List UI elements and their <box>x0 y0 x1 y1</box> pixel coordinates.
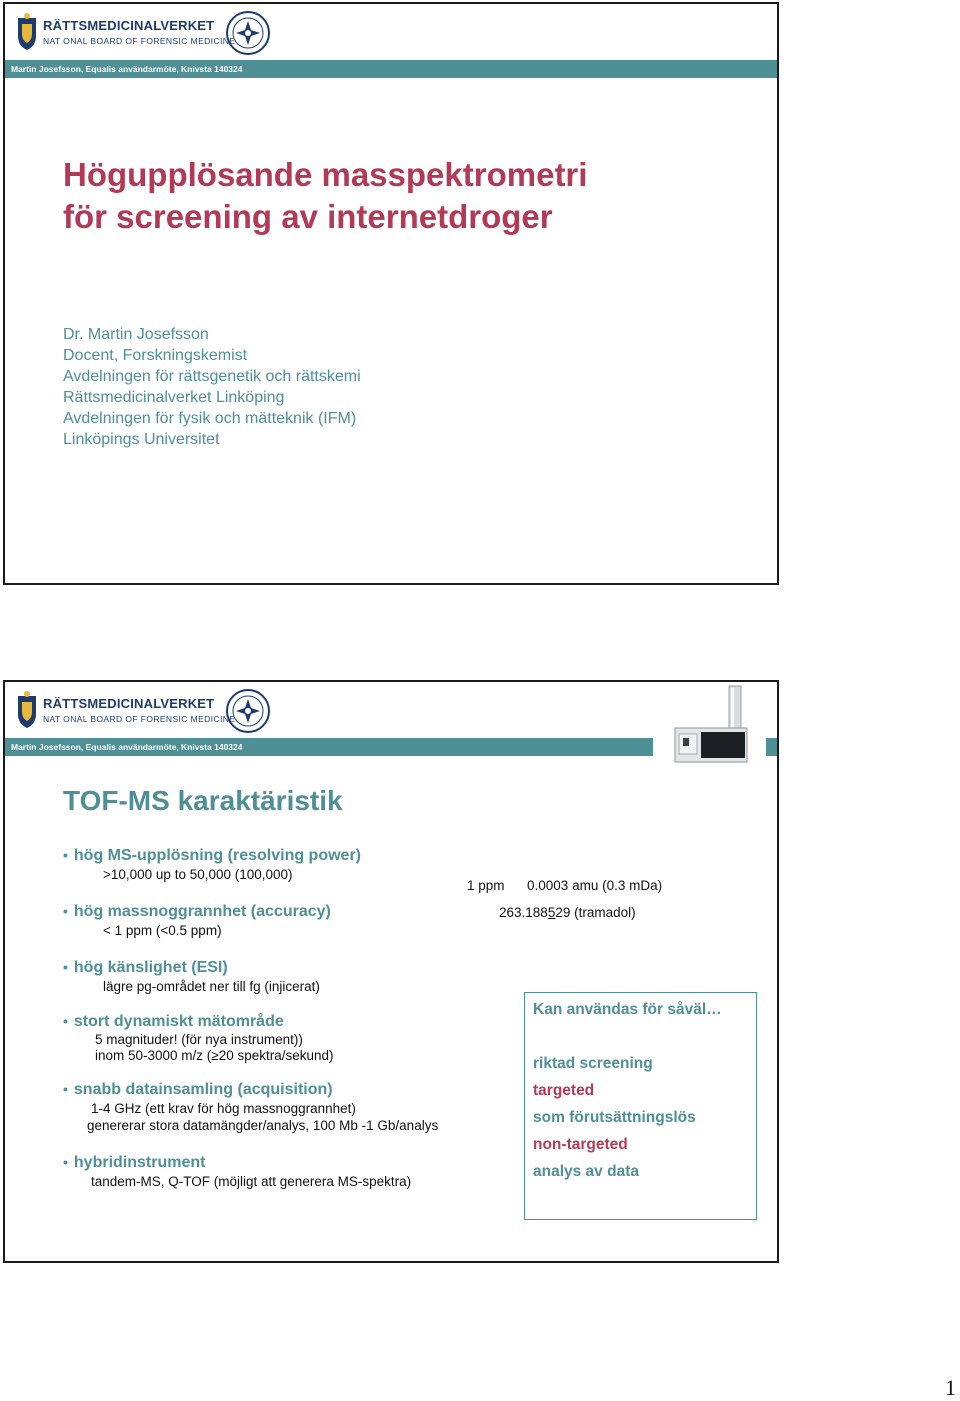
box-item: non-targeted <box>533 1136 628 1153</box>
org-subtitle: NAT ONAL BOARD OF FORENSIC MEDICINE <box>43 36 236 46</box>
page-number: 1 <box>945 1375 956 1400</box>
mass-spectrometer-image <box>671 684 751 766</box>
box-item: riktad screening <box>533 1055 653 1072</box>
slide-title <box>63 154 587 238</box>
mass-note <box>499 905 636 920</box>
org-name: RÄTTSMEDICINALVERKET <box>43 696 215 711</box>
usage-box <box>524 992 757 1220</box>
header-band-text: Martin Josefsson, Equalis användarmöte, Knivsta 140324 <box>11 64 243 74</box>
bullet-dynamic-range: • stort dynamiskt mätområde <box>63 1013 284 1031</box>
crest-icon <box>15 12 39 52</box>
author-line: Rättsmedicinalverket Linköping <box>63 389 285 406</box>
org-subtitle: NAT ONAL BOARD OF FORENSIC MEDICINE <box>43 714 236 724</box>
bullet-detail: 1-4 GHz (ett krav för hög massnoggrannhet) <box>91 1101 356 1116</box>
mass-note-suffix: 29 (tramadol) <box>555 905 636 920</box>
bullet-detail: genererar stora datamängder/analys, 100 Mb -1 Gb/analys <box>87 1118 439 1133</box>
mass-note-prefix: 263.188 <box>499 905 548 920</box>
logo-header <box>13 10 273 62</box>
author-line: Avdelningen för rättsgenetik och rättskemi <box>63 368 361 385</box>
logo-header <box>13 688 273 740</box>
header-band-text: Martin Josefsson, Equalis användarmöte, Knivsta 140324 <box>11 742 243 752</box>
author-line: Avdelningen för fysik och mätteknik (IFM) <box>63 410 357 427</box>
bullet-detail: tandem-MS, Q-TOF (möjligt att generera MS-spektra) <box>91 1174 412 1189</box>
header-band-end <box>766 738 777 756</box>
org-name: RÄTTSMEDICINALVERKET <box>43 18 215 33</box>
slide-1 <box>3 2 779 585</box>
bullet-sensitivity: • hög känslighet (ESI) <box>63 959 228 977</box>
bullet-detail: < 1 ppm (<0.5 ppm) <box>103 923 222 938</box>
slide-title: TOF-MS karaktäristik <box>63 785 343 816</box>
bullet-detail: 5 magnituder! (för nya instrument)) <box>95 1032 303 1047</box>
bullet-accuracy: • hög massnoggrannhet (accuracy) <box>63 903 331 921</box>
university-seal-icon <box>225 688 271 734</box>
bullet-detail: >10,000 up to 50,000 (100,000) <box>103 867 293 882</box>
mass-note-underlined-digit: 5 <box>547 905 556 920</box>
title-line-2: för screening av internetdroger <box>63 198 553 235</box>
author-block <box>63 324 361 450</box>
ppm-note: 1 ppm 0.0003 amu (0.3 mDa) <box>467 878 663 893</box>
box-item: targeted <box>533 1082 595 1099</box>
bullet-resolution: • hög MS-upplösning (resolving power) <box>63 847 361 865</box>
author-line: Dr. Martin Josefsson <box>63 326 209 343</box>
author-line: Linköpings Universitet <box>63 431 220 448</box>
slide-2 <box>3 680 779 1263</box>
bullet-acquisition: • snabb datainsamling (acquisition) <box>63 1081 333 1099</box>
author-line: Docent, Forskningskemist <box>63 347 248 364</box>
university-seal-icon <box>225 10 271 56</box>
bullet-detail: lägre pg-området ner till fg (injicerat) <box>103 979 320 994</box>
box-heading: Kan användas för såväl… <box>533 1001 722 1018</box>
bullet-detail: inom 50-3000 m/z (≥20 spektra/sekund) <box>95 1048 334 1063</box>
box-item: analys av data <box>533 1163 639 1180</box>
bullet-hybrid: • hybridinstrument <box>63 1154 205 1172</box>
title-line-1: Högupplösande masspektrometri <box>63 156 588 193</box>
box-item: som förutsättningslös <box>533 1109 696 1126</box>
crest-icon <box>15 690 39 730</box>
